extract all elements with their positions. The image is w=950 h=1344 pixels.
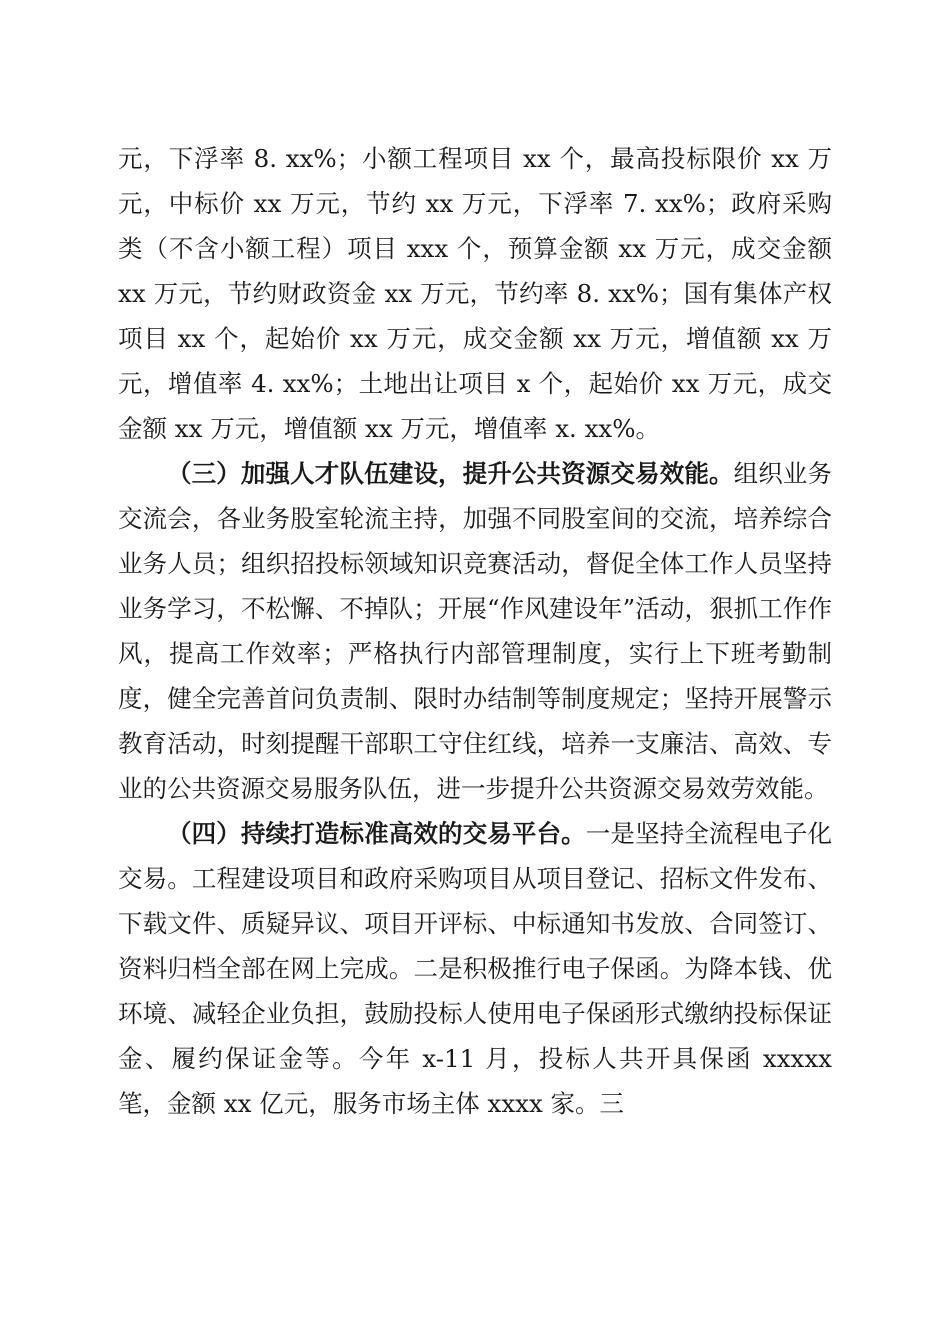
section-heading-3: （三）加强人才队伍建设，提升公共资源交易效能。: [167, 459, 734, 488]
paragraph-trading-platform: [118, 811, 832, 1126]
section-heading-4: （四）持续打造标准高效的交易平台。: [167, 819, 586, 848]
paragraph-talent-team: [118, 451, 832, 811]
paragraph-statistics-text: 元，下浮率 8. xx%；小额工程项目 xx 个，最高投标限价 xx 万元，中标价 xx 万元，节约 xx 万元，下浮率 7. xx%；政府采购类（不含小额工程）项目 xxx 个，预算金额 xx 万元，成交金额 xx 万元，节约财政资金 xx 万元，节约率 8. xx%；国有集体产权项目 xx 个，起始价 xx 万元，成交金额 xx 万元，增值额 xx 万元，增值率 4. xx%；土地出让项目 x 个，起始价 xx 万元，成交金额 xx 万元，增值额 xx 万元，增值率 x. xx%。: [118, 144, 832, 443]
paragraph-statistics: [118, 136, 832, 451]
paragraph-trading-platform-text: 一是坚持全流程电子化交易。工程建设项目和政府采购项目从项目登记、招标文件发布、下载文件、质疑异议、项目开评标、中标通知书发放、合同签订、资料归档全部在网上完成。二是积极推行电子保函。为降本钱、优环境、减轻企业负担，鼓励投标人使用电子保函形式缴纳投标保证金、履约保证金等。今年 x-11 月，投标人共开具保函 xxxxx 笔，金额 xx 亿元，服务市场主体 xxxx 家。三: [118, 819, 833, 1118]
paragraph-talent-team-text: 组织业务交流会，各业务股室轮流主持，加强不同股室间的交流，培养综合业务人员；组织招投标领域知识竞赛活动，督促全体工作人员坚持业务学习，不松懈、不掉队；开展“作风建设年”活动，狠抓工作作风，提高工作效率；严格执行内部管理制度，实行上下班考勤制度，健全完善首问负责制、限时办结制等制度规定；坚持开展警示教育活动，时刻提醒干部职工守住红线，培养一支廉洁、高效、专业的公共资源交易服务队伍，进一步提升公共资源交易效劳效能。: [118, 459, 832, 803]
